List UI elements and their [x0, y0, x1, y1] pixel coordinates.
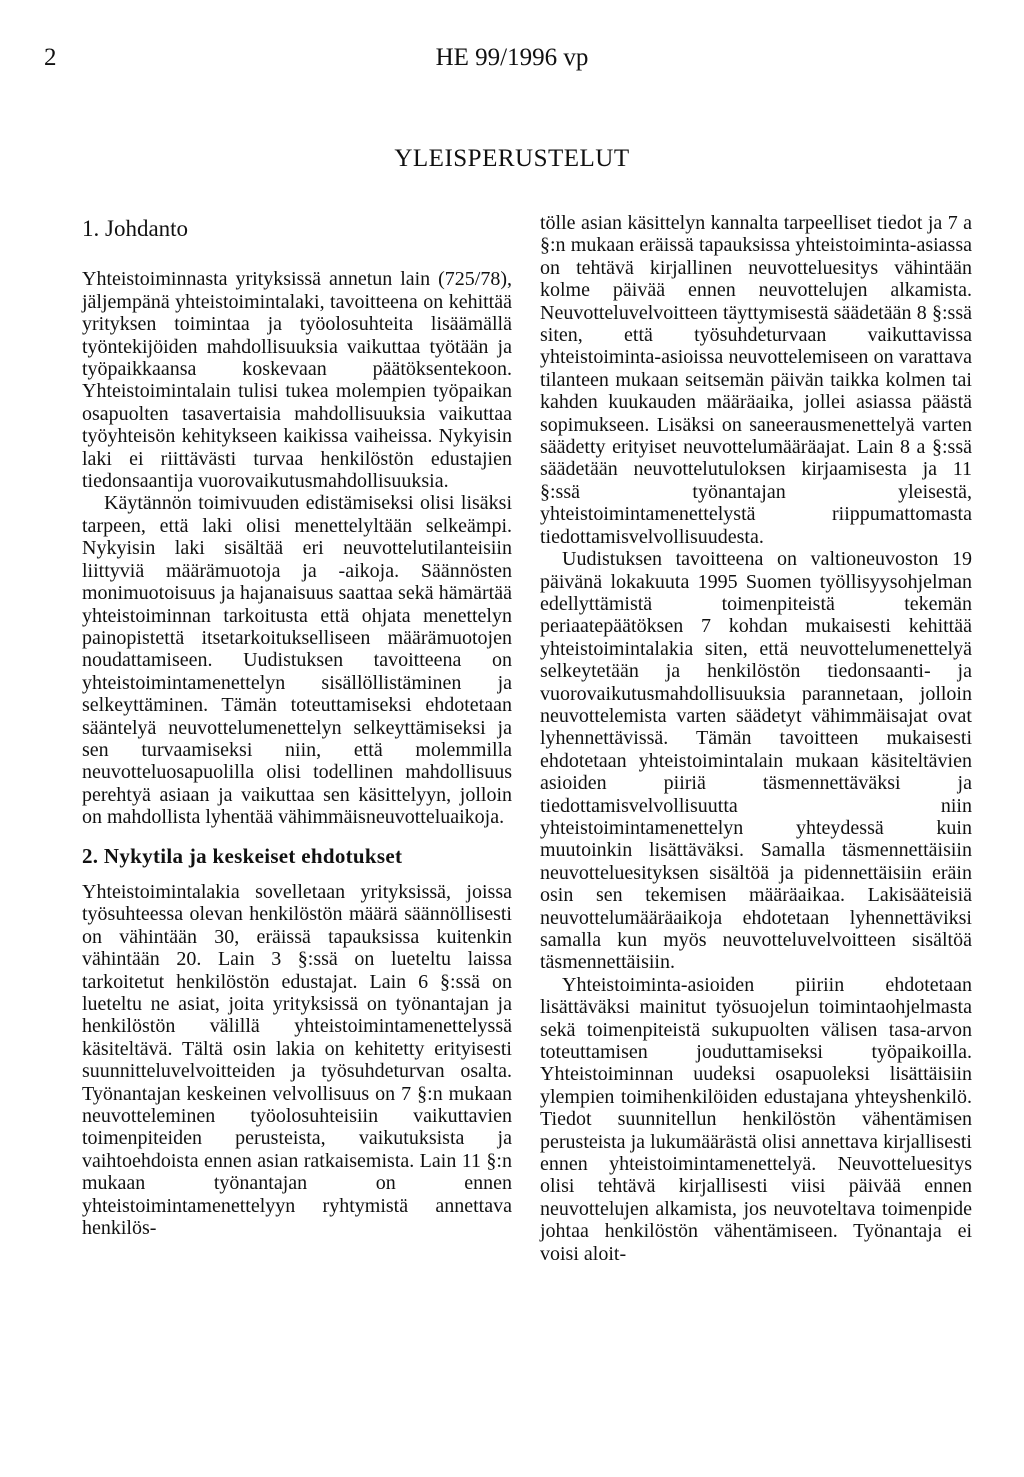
paragraph: tölle asian käsittelyn kannalta tarpeelliset tiedot ja 7 a §:n mukaan eräissä tapauksissa yhteistoiminta-asiassa on tehtävä kirjallinen neuvotteluesitys vähintään kolme päivää ennen neuvottelujen alkamista. Neuvotteluvelvoitteen täyttymisestä säädetään 8 §:ssä siten, että työsuhdeturvaan vaikuttavissa yhteistoiminta-asioissa neuvottelemiseen on varattava tilanteen mukaan seitsemän päivän taikka kolmen tai kahden kuukauden määräaika, jollei asiassa päästä sopimukseen. Lisäksi on saneerausmenettelyä varten säädetty erityiset neuvottelumääräajat. Lain 8 a §:ssä säädetään neuvottelutuloksen kirjaamisesta ja 11 §:ssä työnantajan yleisestä, yhteistoimintamenettelystä riippumattomasta tiedottamisvelvollisuudesta.	[540, 212, 972, 548]
section-heading-1	[82, 218, 512, 240]
section-title: Johdanto	[105, 216, 189, 241]
left-column	[82, 212, 512, 1239]
section-heading-2	[82, 845, 512, 867]
section-number: 1.	[82, 216, 100, 241]
paragraph: Uudistuksen tavoitteena on valtioneuvoston 19 päivänä lokakuuta 1995 Suomen työllisyysohjelman edellyttämistä toimenpiteistä tekemän periaatepäätöksen 7 kohdan mukaisesti kehittää yhteistoimintalakia siten, että neuvottelumenettelyä selkeytetään ja henkilöstön tiedonsaanti- ja vuorovaikutusmahdollisuuksia parannetaan, jolloin neuvottelemista varten säädetyt vähimmäisajat ovat lyhennettävissä. Tämän tavoitteen mukaisesti ehdotetaan yhteistoimintalain mukaan käsiteltävien asioiden piiriä täsmennettäväksi ja tiedottamisvelvollisuutta niin yhteistoimintamenettelyn yhteydessä kuin muutoinkin lisättäväksi. Samalla täsmennettäisiin neuvotteluesityksen sisältöä ja pidennettäisiin eräin osin sen tekemisen määräaikaa. Lakisääteisiä neuvottelumääräaikoja ehdotetaan lyhennettäviksi samalla kun myös neuvotteluvelvoitteen sisältöä täsmennettäisiin.	[540, 548, 972, 974]
paragraph: Yhteistoimintalakia sovelletaan yrityksissä, joissa työsuhteessa olevan henkilöstön määrä säännöllisesti on vähintään 30, eräissä tapauksissa kuitenkin vähintään 20. Lain 3 §:ssä on lueteltu laissa tarkoitetut henkilöstön edustajat. Lain 6 §:ssä on lueteltu ne asiat, joita yrityksissä on työnantajan ja henkilöstön välillä yhteistoimintamenettelyssä käsiteltävä. Tältä osin lakia on kehitetty erityisesti suunnitteluvelvoitteiden ja työsuhdeturvan osalta. Työnantajan keskeinen velvollisuus on 7 §:n mukaan neuvotteleminen työolosuhteisiin vaikuttavien toimenpiteiden perusteista, vaikutuksista ja vaihtoehdoista ennen asian ratkaisemista. Lain 11 §:n mukaan työnantajan on ennen yhteistoimintamenettelyyn ryhtymistä annettava henkilös-	[82, 880, 512, 1240]
paragraph: Yhteistoiminnasta yrityksissä annetun lain (725/78), jäljempänä yhteistoimintalaki, tavoitteena on kehittää yrityksen toimintaa ja työolosuhteita lisäämällä työntekijöiden mahdollisuuksia vaikuttaa työtään ja työpaikkaansa koskevaan päätöksentekoon. Yhteistoimintalain tulisi tukea molempien työpaikan osapuolten tasavertaisia mahdollisuuksia vaikuttaa työyhteisön kehitykseen kaikissa vaiheissa. Nykyisin laki ei riittävästi turvaa henkilöstön edustajien tiedonsaantija vuorovaikutusmahdollisuuksia.	[82, 268, 512, 493]
paragraph: Käytännön toimivuuden edistämiseksi olisi lisäksi tarpeen, että laki olisi menettelyltään selkeämpi. Nykyisin laki sisältää eri neuvottelutilanteisiin liittyviä määrämuotoja ja -aikoja. Säännösten monimuotoisuus ja hajanaisuus saattaa sekä hämärtää yhteistoiminnan tarkoitusta että ohjata menettelyn painopistettä itsetarkoitukselliseen määrämuotojen noudattamiseen. Uudistuksen tavoitteena on yhteistoimintamenettelyn sisällöllistäminen ja selkeyttäminen. Tämän toteuttamiseksi ehdotetaan sääntelyä neuvottelumenettelyn selkeyttämiseksi ja sen turvaamiseksi niin, että molemmilla neuvotteluosapuolilla olisi todellinen mahdollisuus perehtyä asiaan ja vaikuttaa sen käsittelyyn, jolloin on mahdollista lyhentää vähimmäisneuvotteluaikoja.	[82, 492, 512, 829]
right-column	[540, 212, 972, 1265]
main-heading: YLEISPERUSTELUT	[394, 145, 630, 172]
page-number: 2	[44, 44, 57, 71]
paragraph: Yhteistoiminta-asioiden piiriin ehdotetaan lisättäväksi mainitut työsuojelun toimintaohjelmasta sekä toimenpiteistä sukupuolten välisen tasa-arvon toteuttamisen jouduttamiseksi työpaikoilla. Yhteistoiminnan uudeksi osapuoleksi lisättäisiin ylempien toimihenkilöiden edustajana yhteyshenkilö. Tiedot suunnitellun henkilöstön vähentämisen perusteista ja lukumäärästä olisi annettava kirjallisesti ennen yhteistoimintamenettelyä. Neuvotteluesitys olisi tehtävä kirjallisesti viisi päivää ennen neuvottelujen alkamista, jos neuvoteltava toimenpide johtaa henkilöstön vähentämiseen. Työnantaja ei voisi aloit-	[540, 973, 972, 1265]
section-title: Nykytila ja keskeiset ehdotukset	[103, 843, 403, 868]
running-head: HE 99/1996 vp	[435, 44, 589, 71]
section-number: 2.	[82, 843, 99, 868]
